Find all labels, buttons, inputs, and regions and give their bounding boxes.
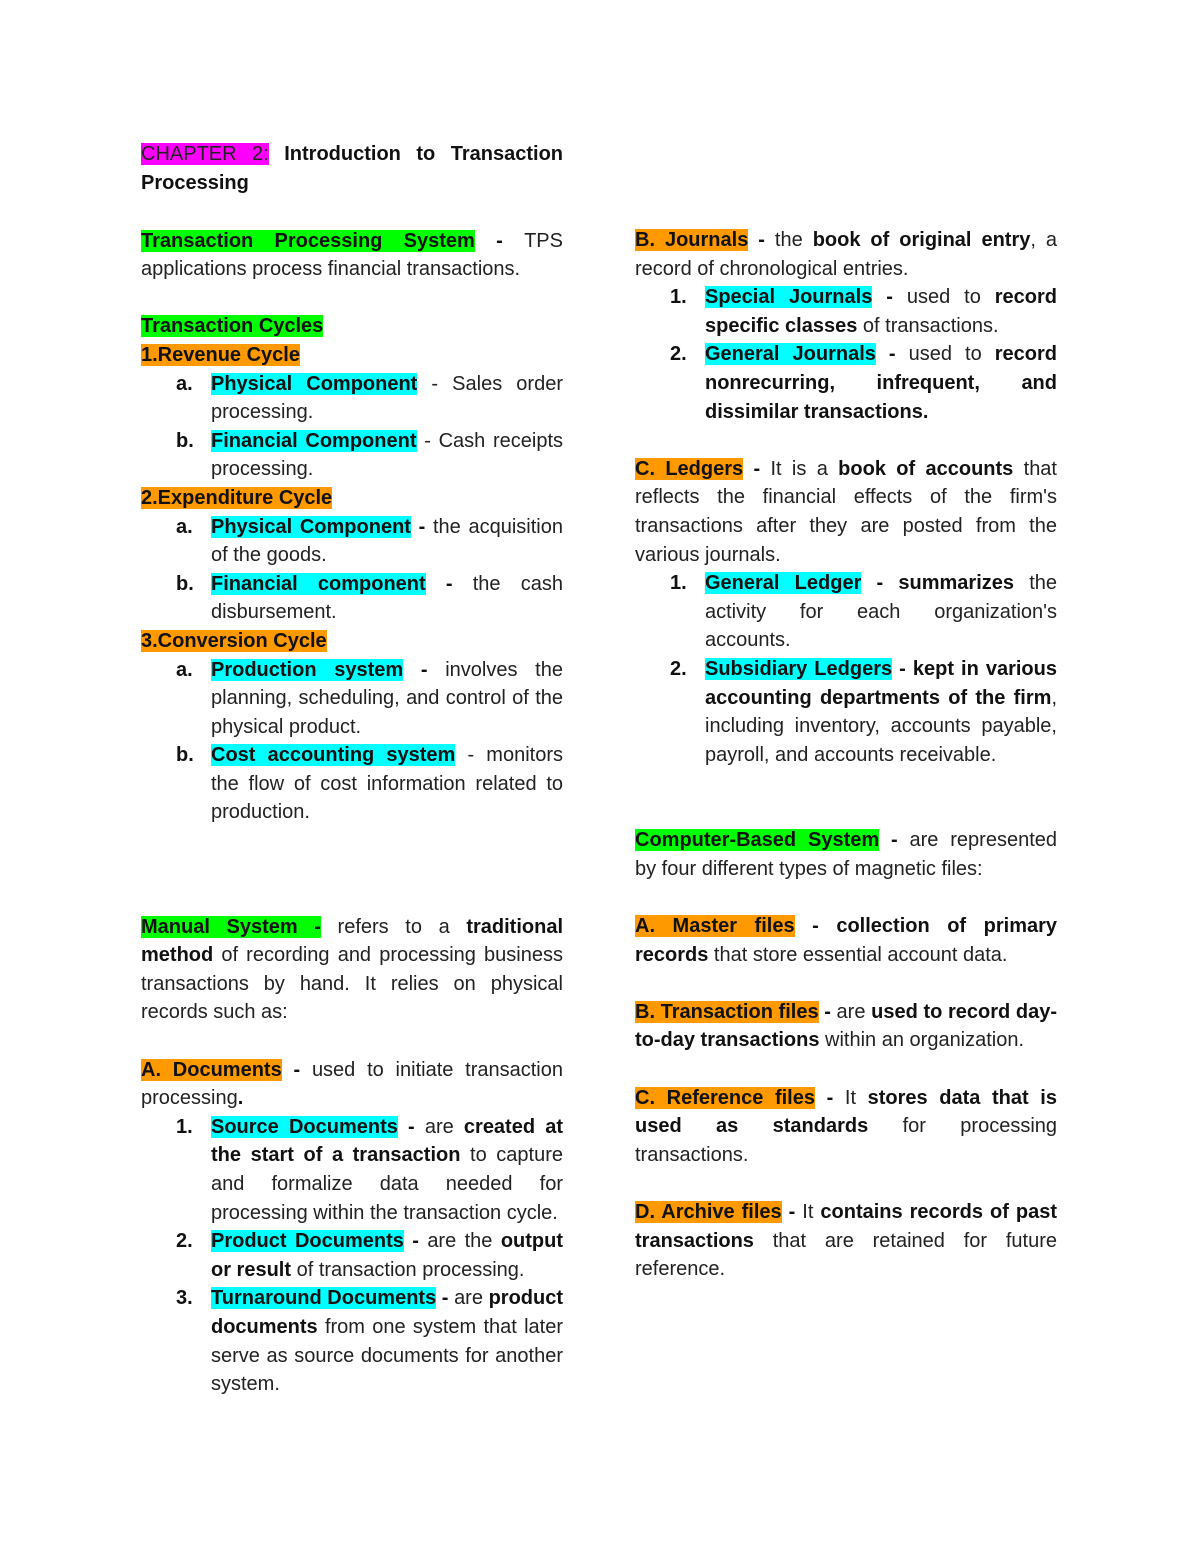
transaction-cycles-heading: Transaction Cycles <box>141 315 324 338</box>
computer-based-system-definition: Computer-Based System - are represented by four different types of magnetic files: <box>635 829 1057 880</box>
list-item: b. Financial component - the cash disbursement. <box>176 572 563 624</box>
list-item: 2. General Journals - used to record nonrecurring, infrequent, and dissimilar transactions. <box>670 343 1057 423</box>
list-item: 2. Subsidiary Ledgers - kept in various accounting departments of the firm, including inventory, accounts payable, payroll, and accounts receivable. <box>670 657 1057 766</box>
chapter-title: Introduction to Transaction Processing <box>141 143 564 194</box>
left-column <box>141 140 563 1399</box>
documents-definition: A. Documents - used to initiate transaction processing. <box>141 1058 563 1110</box>
revenue-cycle-title: 1.Revenue Cycle <box>141 343 300 366</box>
manual-system-definition: Manual System - refers to a traditional method of recording and processing business transactions by hand. It relies on physical records such as: <box>141 915 563 1024</box>
expenditure-cycle-title: 2.Expenditure Cycle <box>141 486 333 509</box>
list-item: 1. Special Journals - used to record specific classes of transactions. <box>670 286 1057 337</box>
tps-definition: Transaction Processing System - TPS applications process financial transactions. <box>141 229 563 281</box>
conversion-cycle-title: 3.Conversion Cycle <box>141 629 327 652</box>
tps-desc: TPS applications process financial transactions. <box>141 229 563 281</box>
list-item: 1. Source Documents - are created at the start of a transaction to capture and formalize data needed for processing within the transaction cycle. <box>176 1115 563 1224</box>
list-item: 2. Product Documents - are the output or result of transaction processing. <box>176 1230 563 1281</box>
chapter-heading <box>141 140 563 198</box>
list-item: b. Financial Component - Cash receipts processing. <box>176 429 563 481</box>
list-item: 3. Turnaround Documents - are product documents from one system that later serve as source documents for another system. <box>176 1287 563 1396</box>
ledgers-definition: C. Ledgers - It is a book of accounts that reflects the financial effects of the firm's transactions after they are posted from the various journals. <box>635 457 1057 566</box>
right-column <box>635 226 1057 1284</box>
list-item: a. Physical Component - Sales order processing. <box>176 372 563 424</box>
transaction-files-definition: B. Transaction files - are used to record day-to-day transactions within an organization. <box>635 1000 1057 1052</box>
chapter-label: CHAPTER 2: <box>141 143 269 165</box>
list-item: b. Cost accounting system - monitors the flow of cost information related to production. <box>176 744 563 824</box>
archive-files-definition: D. Archive files - It contains records of past transactions that are retained for future reference. <box>635 1201 1057 1281</box>
journals-definition: B. Journals - the book of original entry, a record of chronological entries. <box>635 229 1057 280</box>
list-item: 1. General Ledger - summarizes the activity for each organization's accounts. <box>670 572 1058 652</box>
tps-term: Transaction Processing System <box>141 229 475 252</box>
reference-files-definition: C. Reference files - It stores data that is used as standards for processing transactions. <box>635 1086 1058 1166</box>
master-files-definition: A. Master files - collection of primary records that store essential account data. <box>635 915 1058 966</box>
list-item: a. Physical Component - the acquisition of the goods. <box>176 515 563 567</box>
list-item: a. Production system - involves the planning, scheduling, and control of the physical product. <box>176 658 563 738</box>
